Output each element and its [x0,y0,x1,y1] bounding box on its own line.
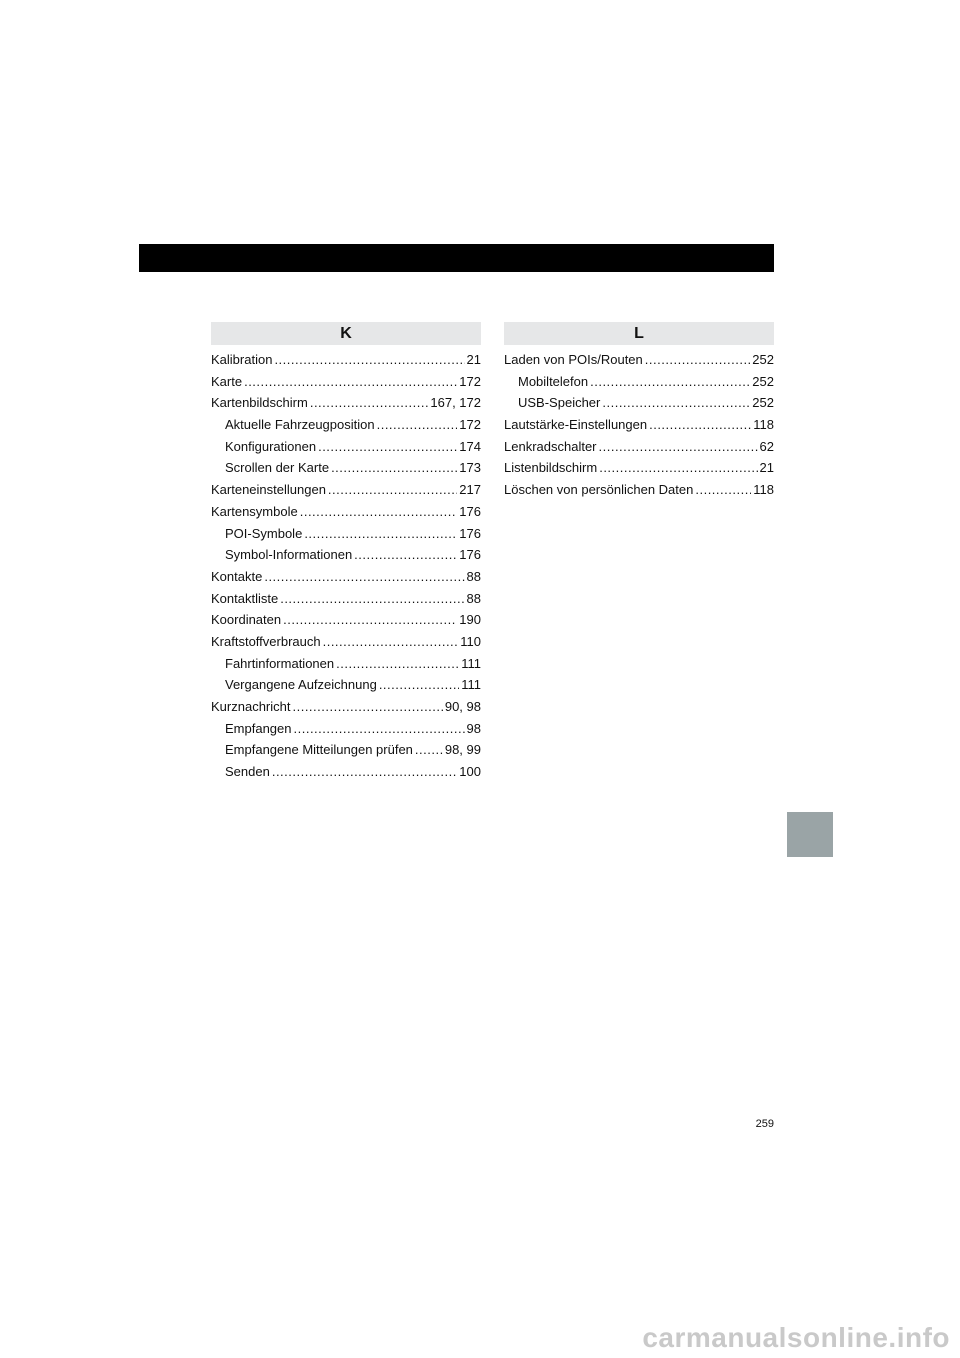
index-subentry [211,414,481,436]
entry-label: Empfangene Mitteilungen prüfen [225,742,413,758]
leader-dots [645,349,751,371]
leader-dots [274,349,464,371]
leader-dots [599,436,758,458]
entry-page: 98, 99 [444,742,481,758]
index-subentry [211,457,481,479]
index-entry [504,457,774,479]
leader-dots [283,609,457,631]
leader-dots [379,674,459,696]
entry-page: 111 [461,677,481,693]
leader-dots [318,436,457,458]
entry-label: Lautstärke-Einstellungen [504,417,648,433]
entry-label: Listenbildschirm [504,460,598,476]
leader-dots [244,371,457,393]
entry-page: 252 [752,373,774,389]
index-entry [211,392,481,414]
leader-dots [300,501,458,523]
entry-page: 217 [459,482,481,498]
leader-dots [328,479,457,501]
index-entry [211,501,481,523]
entry-page: 252 [752,395,774,411]
entry-page: 88 [466,568,481,584]
section-letter-l: L [504,322,774,345]
index-subentry [211,523,481,545]
entry-label: Laden von POIs/Routen [504,352,643,367]
chapter-tab [787,812,833,857]
leader-dots [304,523,457,545]
entry-label: Kartenbildschirm [211,395,308,411]
entry-label: USB-Speicher [518,395,601,411]
entry-page: 98 [466,720,481,736]
index-subentry [504,392,774,414]
leader-dots [695,479,751,501]
entry-page: 174 [459,438,481,454]
entry-page: 176 [459,525,481,541]
entry-label: Karteneinstellungen [211,482,326,498]
entry-page: 118 [753,417,774,433]
entry-label: Fahrtinformationen [225,655,335,671]
page-number: 259 [755,1118,774,1130]
entry-page: 90, 98 [444,699,481,714]
entry-page: 21 [466,352,481,367]
entry-page: 176 [459,547,481,563]
entry-label: Kontakte [211,568,263,584]
leader-dots [599,457,757,479]
index-entries-k [211,349,481,783]
index-entry [211,631,481,653]
section-letter-k: K [211,322,481,345]
entry-label: Kartensymbole [211,503,298,519]
index-entry [504,436,774,458]
index-entry [211,696,481,718]
entry-label: Vergangene Aufzeichnung [225,677,377,693]
leader-dots [415,739,443,761]
entry-label: Scrollen der Karte [225,460,330,476]
leader-dots [323,631,459,653]
entry-page: 21 [759,460,774,476]
index-entry [504,349,774,371]
entry-label: Empfangen [225,720,292,736]
leader-dots [272,761,457,783]
entry-page: 173 [459,460,481,476]
index-subentry [211,653,481,675]
leader-dots [590,371,750,393]
index-entry [211,371,481,393]
entry-page: 190 [459,612,481,628]
watermark: carmanualsonline.info [642,1322,950,1353]
entry-label: Senden [225,764,270,780]
header-bar [139,244,774,272]
entry-page: 110 [460,633,481,649]
leader-dots [377,414,458,436]
leader-dots [280,588,464,610]
index-subentry [211,718,481,740]
index-entry [504,479,774,501]
entry-page: 172 [459,373,481,389]
entry-page: 62 [759,438,774,454]
entry-label: Kraftstoffverbrauch [211,633,321,649]
entry-page: 172 [459,417,481,433]
leader-dots [264,566,464,588]
index-subentry [211,674,481,696]
index-entry [211,349,481,371]
index-entries-l [504,349,774,501]
leader-dots [331,457,457,479]
index-section-l [504,322,774,501]
index-entry [211,609,481,631]
entry-page: 252 [752,352,774,367]
leader-dots [354,544,457,566]
index-entry [211,566,481,588]
index-subentry [211,436,481,458]
entry-label: Lenkradschalter [504,438,597,454]
leader-dots [292,696,442,718]
entry-label: Mobiltelefon [518,373,589,389]
index-subentry [504,371,774,393]
index-entry [211,588,481,610]
entry-label: Koordinaten [211,612,282,628]
entry-label: Kalibration [211,352,273,367]
leader-dots [294,718,465,740]
entry-label: Kurznachricht [211,699,291,714]
index-subentry [211,544,481,566]
leader-dots [649,414,751,436]
entry-label: Aktuelle Fahrzeugposition [225,417,375,433]
entry-page: 167, 172 [430,395,481,411]
entry-label: Kontaktliste [211,590,279,606]
index-subentry [211,739,481,761]
entry-page: 88 [466,590,481,606]
leader-dots [310,392,429,414]
entry-label: Symbol-Informationen [225,547,353,563]
entry-label: Karte [211,373,243,389]
entry-page: 118 [753,482,774,498]
entry-label: Löschen von persönlichen Daten [504,482,694,498]
leader-dots [602,392,750,414]
entry-label: Konfigurationen [225,438,317,454]
index-section-k [211,322,481,783]
index-entry [504,414,774,436]
index-subentry [211,761,481,783]
index-entry [211,479,481,501]
entry-label: POI-Symbole [225,525,303,541]
leader-dots [336,653,459,675]
entry-page: 176 [459,503,481,519]
entry-page: 100 [459,764,481,780]
entry-page: 111 [461,655,481,671]
